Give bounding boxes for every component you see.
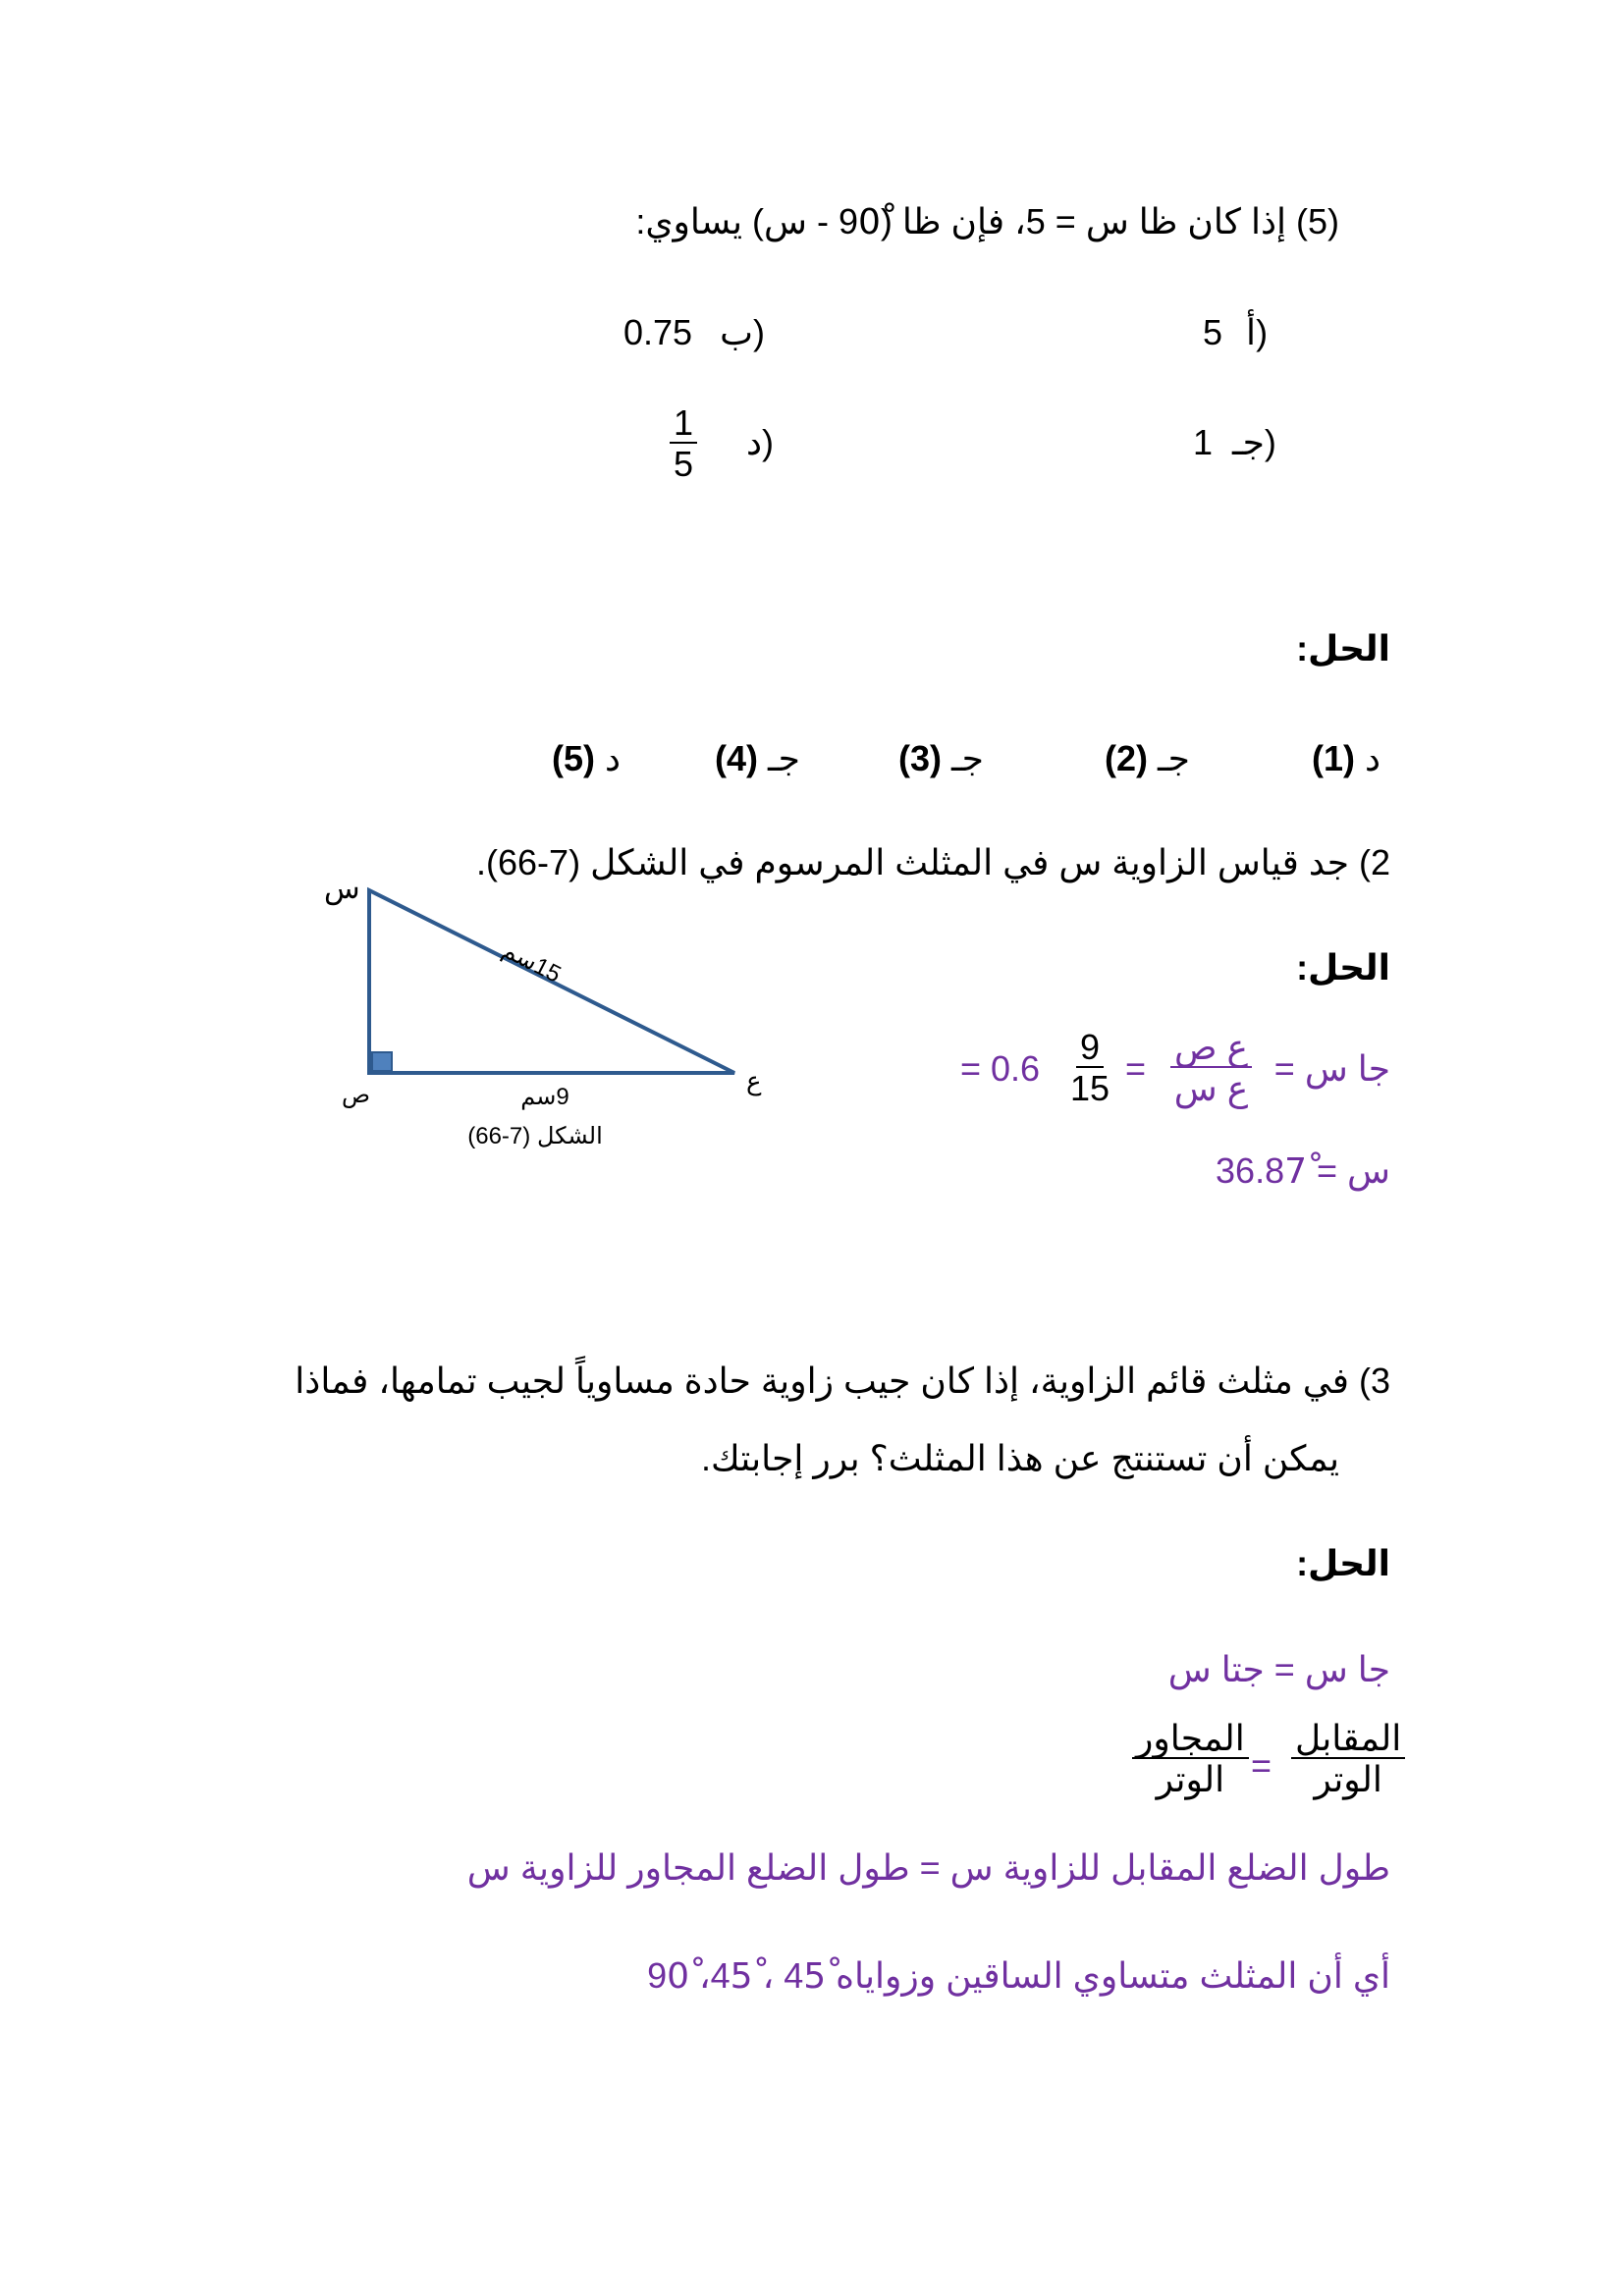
hypotenuse-length-label: 15سم [498, 936, 566, 988]
q5-option-a-label: أ) [1246, 312, 1269, 352]
q2-eq1-equals: = [1125, 1048, 1147, 1089]
q5-option-a [1203, 312, 1268, 353]
q5-option-d-numerator: 1 [670, 404, 697, 444]
q3-line-4: أي أن المثلث متساوي الساقين وزواياه 45ْ ، 45ْ، 90ْ [647, 1955, 1390, 1996]
q5-option-b [623, 312, 765, 353]
q3-fraction-equals: = [1251, 1745, 1272, 1786]
q3-fraction-left-denominator: الوتر [1314, 1758, 1382, 1799]
q3-fraction-right-numerator: المجاور [1132, 1720, 1249, 1759]
triangle-figure [295, 869, 805, 1163]
q5-option-d-fraction [670, 404, 697, 483]
answer-2-number: (2) [1105, 738, 1149, 778]
q5-option-b-value: 0.75 [623, 312, 693, 352]
q5-option-c [1193, 422, 1276, 463]
vertex-label-top: س [324, 873, 360, 905]
vertex-label-end: ع [746, 1066, 762, 1095]
q3-solution-heading: الحل: [1296, 1543, 1390, 1583]
q3-fraction-right [1132, 1720, 1249, 1798]
q2-solution-heading: الحل: [1296, 947, 1390, 988]
vertex-label-right-angle: ص [342, 1082, 371, 1108]
answer-1-letter: د [1365, 738, 1381, 778]
q5-option-b-label: ب) [720, 312, 765, 352]
q3-question-line-2: يمكن أن تستنتج عن هذا المثلث؟ برر إجابتك. [700, 1438, 1339, 1478]
q2-eq1-fraction-2-denominator: 15 [1070, 1067, 1110, 1108]
q2-eq1-fraction-2 [1070, 1029, 1110, 1107]
q5-option-a-value: 5 [1203, 312, 1223, 352]
answer-3-letter: جـ [951, 738, 984, 778]
q2-eq1-result: = 0.6 [960, 1048, 1041, 1089]
q5-option-c-value: 1 [1193, 422, 1214, 462]
answer-5-number: (5) [552, 738, 596, 778]
q3-fraction-right-denominator: الوتر [1156, 1758, 1225, 1799]
q3-eq1: جا س = جتا س [1167, 1649, 1390, 1689]
q3-fraction-left-numerator: المقابل [1291, 1720, 1405, 1759]
q5-option-c-label: جـ) [1232, 422, 1276, 462]
q3-fraction-left [1291, 1720, 1405, 1798]
q2-eq1-fraction-1-denominator: ع س [1173, 1067, 1249, 1108]
q2-eq1-fraction-1 [1170, 1029, 1252, 1107]
q2-eq1-fraction-1-numerator: ع ص [1170, 1029, 1252, 1068]
answer-1-number: (1) [1312, 738, 1356, 778]
q3-line-3: طول الضلع المقابل للزاوية س = طول الضلع المجاور للزاوية س [466, 1847, 1390, 1888]
answer-5-letter: د [605, 738, 622, 778]
answer-1 [1312, 738, 1380, 779]
answer-4 [715, 738, 800, 779]
q5-option-d-label: د) [746, 422, 775, 462]
answer-5 [552, 738, 621, 779]
answer-2 [1105, 738, 1190, 779]
q2-eq2: س = 36.87ْ [1216, 1150, 1390, 1191]
q5-option-d-denominator: 5 [674, 443, 694, 484]
answer-4-letter: جـ [768, 738, 800, 778]
answer-2-letter: جـ [1158, 738, 1190, 778]
answer-3 [898, 738, 984, 779]
answer-4-number: (4) [715, 738, 759, 778]
base-length-label: 9سم [520, 1084, 569, 1110]
answer-3-number: (3) [898, 738, 943, 778]
q3-question-line-1: 3) في مثلث قائم الزاوية، إذا كان جيب زاوية حادة مساوياً لجيب تمامها، فماذا [295, 1361, 1390, 1401]
q5-question: (5) إذا كان ظا س = 5، فإن ظا (90ْ - س) يساوي: [635, 201, 1339, 241]
figure-caption: الشكل (7-66) [467, 1123, 603, 1149]
q2-question: 2) جد قياس الزاوية س في المثلث المرسوم في الشكل (7-66). [476, 842, 1390, 882]
solution1-heading: الحل: [1296, 628, 1390, 668]
q2-eq1-lhs: جا س = [1273, 1048, 1390, 1089]
q2-eq1-fraction-2-numerator: 9 [1076, 1029, 1104, 1068]
right-angle-marker [372, 1052, 392, 1071]
